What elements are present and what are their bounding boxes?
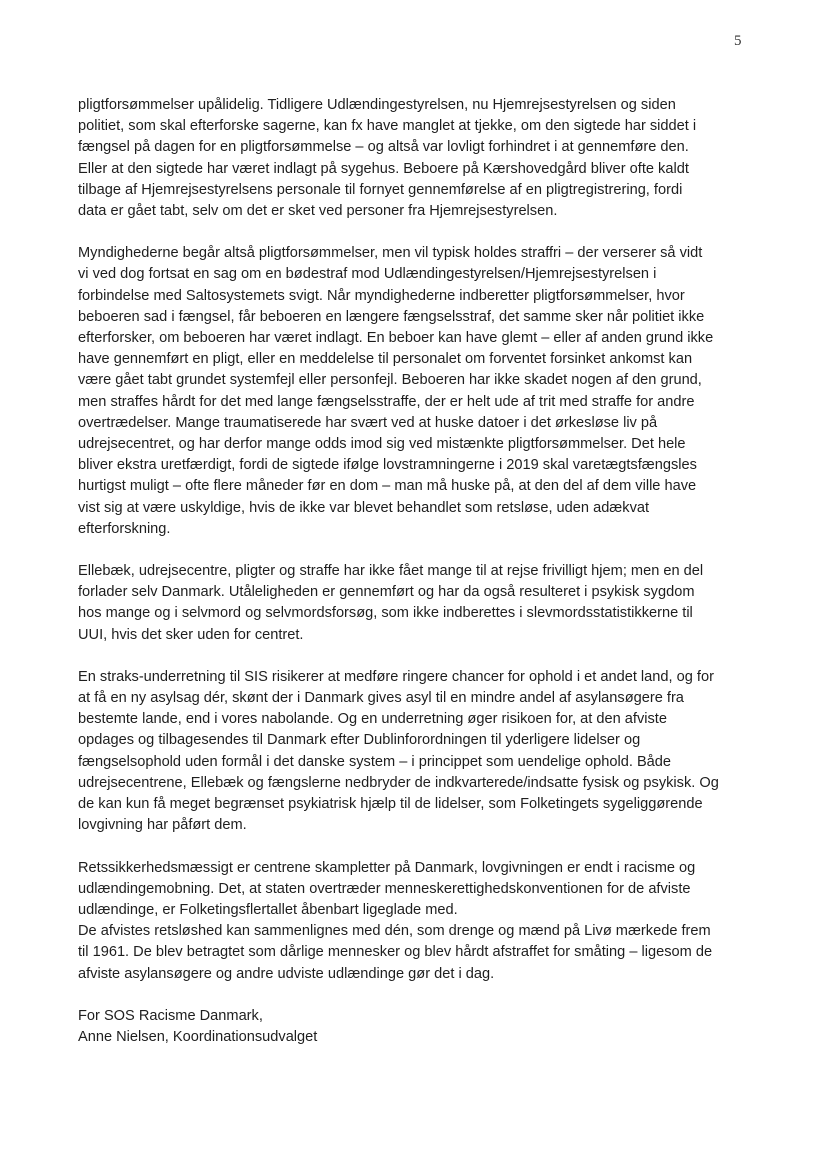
text-line: Retssikkerhedsmæssigt er centrene skampletter på Danmark, lovgivningen er endt i racisme og — [78, 859, 696, 876]
text-line: udlændinge, er Folketingsflertallet åbenbart ligeglade med. — [78, 901, 458, 918]
text-line: at få en ny asylsag dér, skønt der i Danmark gives asyl til en mindre andel af asylansøgere fra — [78, 690, 684, 707]
text-line: have gennemført en pligt, eller en meddelelse til personalet om forventet forsinket ankomst kan — [78, 351, 693, 368]
signature-organization: For SOS Racisme Danmark, — [78, 1007, 263, 1024]
text-line: udrejsecentret, og har derfor mange odds imod sig ved mistænkte pligtforsømmelser. Det hele — [78, 436, 686, 453]
text-line: hos mange og i selvmord og selvmordsforsøg, som ikke indberettes i slevmordsstatistikkerne til — [78, 605, 693, 622]
paragraph-4 — [78, 667, 768, 837]
signature-block — [78, 1006, 768, 1048]
paragraph-6 — [78, 921, 768, 985]
text-line: bliver ekstra uretfærdigt, fordi de sigtede ifølge lovstramningerne i 2019 skal varetægtsfængsles — [78, 457, 697, 474]
text-line: tilbage af Hjemrejsestyrelsens personale til fornyet gennemførelse af en pligtregistrering, fordi — [78, 181, 683, 198]
text-line: men straffes hårdt for det med lange fængselsstraffe, der er helt ude af trit med straffe for andre — [78, 393, 695, 410]
paragraph-1 — [78, 95, 768, 222]
text-line: opdages og tilbagesendes til Danmark efter Dublinforordningen til yderligere lidelser og — [78, 732, 641, 749]
text-line: De afvistes retsløshed kan sammenlignes med dén, som drenge og mænd på Livø mærkede frem — [78, 923, 711, 940]
text-line: Ellebæk, udrejsecentre, pligter og straffe har ikke fået mange til at rejse frivilligt hjem; men en del — [78, 563, 704, 580]
text-line: pligtforsømmelser upålidelig. Tidligere Udlændingestyrelsen, nu Hjemrejsestyrelsen og siden — [78, 97, 676, 113]
text-line: overtrædelser. Mange traumatiserede har svært ved at huske datoer i det ørkesløse liv på — [78, 414, 658, 431]
text-line: beboeren sad i fængsel, får beboeren en længere fængselsstraf, det samme sker når politiet ikke — [78, 308, 705, 325]
paragraph-3 — [78, 561, 768, 646]
text-line: udrejsecentrene, Ellebæk og fængslerne nedbryder de indkvarterede/indsatte fysisk og psykisk. Og — [78, 774, 719, 791]
text-line: de kan kun få meget begrænset psykiatrisk hjælp til de lidelser, som Folketingets sygeliggørende — [78, 796, 703, 813]
text-line: lovgivning har påført dem. — [78, 817, 247, 834]
paragraph-2 — [78, 243, 768, 540]
text-line: udlændingemobning. Det, at staten overtræder menneskerettighedskonventionen for de afviste — [78, 880, 691, 897]
text-line: data er gået tabt, selv om det er sket ved personer fra Hjemrejsestyrelsen. — [78, 203, 558, 220]
text-line: En straks-underretning til SIS risikerer at medføre ringere chancer for ophold i et andet land, og for — [78, 668, 714, 685]
text-line: til 1961. De blev betragtet som dårlige mennesker og blev hårdt afstraffet for småting – ligesom de — [78, 944, 713, 961]
text-line: afviste asylansøgere og andre udviste udlændinge gør det i dag. — [78, 965, 495, 982]
signature-name: Anne Nielsen, Koordinationsudvalget — [78, 1028, 318, 1045]
text-line: efterforsker, om beboeren har været indlagt. En beboer kan have glemt – eller af anden grund ikke — [78, 330, 714, 347]
text-line: hurtigst muligt – ofte flere måneder før en dom – man må huske på, at den del af dem ville have — [78, 478, 697, 495]
text-line: politiet, som skal efterforske sagerne, kan fx have manglet at tjekke, om den sigtede har siddet i — [78, 118, 697, 135]
document-body — [78, 95, 768, 1069]
text-line: forbindelse med Saltosystemets svigt. Når myndighederne indberetter pligtforsømmelser, hvor — [78, 287, 685, 304]
text-line: efterforskning. — [78, 520, 171, 537]
text-line: UUI, hvis det sker uden for centret. — [78, 626, 304, 643]
text-line: være gået tabt grundet systemfejl eller personfejl. Beboeren har ikke skadet nogen af den grund, — [78, 372, 702, 389]
text-line: fængsel på dagen for en pligtforsømmelse – og altså var lovligt forhindret i at gennemføre den. — [78, 139, 689, 156]
paragraph-5 — [78, 858, 768, 922]
text-line: vist sig at være uskyldige, hvis de ikke var blevet behandlet som retsløse, uden adækvat — [78, 499, 650, 516]
text-line: Myndighederne begår altså pligtforsømmelser, men vil typisk holdes straffri – der verserer så vidt — [78, 245, 703, 262]
text-line: forlader selv Danmark. Utåleligheden er gennemført og har da også resulteret i psykisk sygdom — [78, 584, 695, 601]
text-line: fængselsophold uden formål i det danske system – i princippet som uendelige ophold. Både — [78, 753, 672, 770]
text-line: vi ved dog fortsat en sag om en bødestraf mod Udlændingestyrelsen/Hjemrejsestyrelsen i — [78, 266, 657, 283]
text-line: bestemte lande, end i vores nabolande. Og en underretning øger risikoen for, at den afviste — [78, 711, 667, 728]
text-line: Eller at den sigtede har været indlagt på sygehus. Beboere på Kærshovedgård bliver ofte kaldt — [78, 160, 689, 177]
page-number: 5 — [734, 33, 742, 49]
